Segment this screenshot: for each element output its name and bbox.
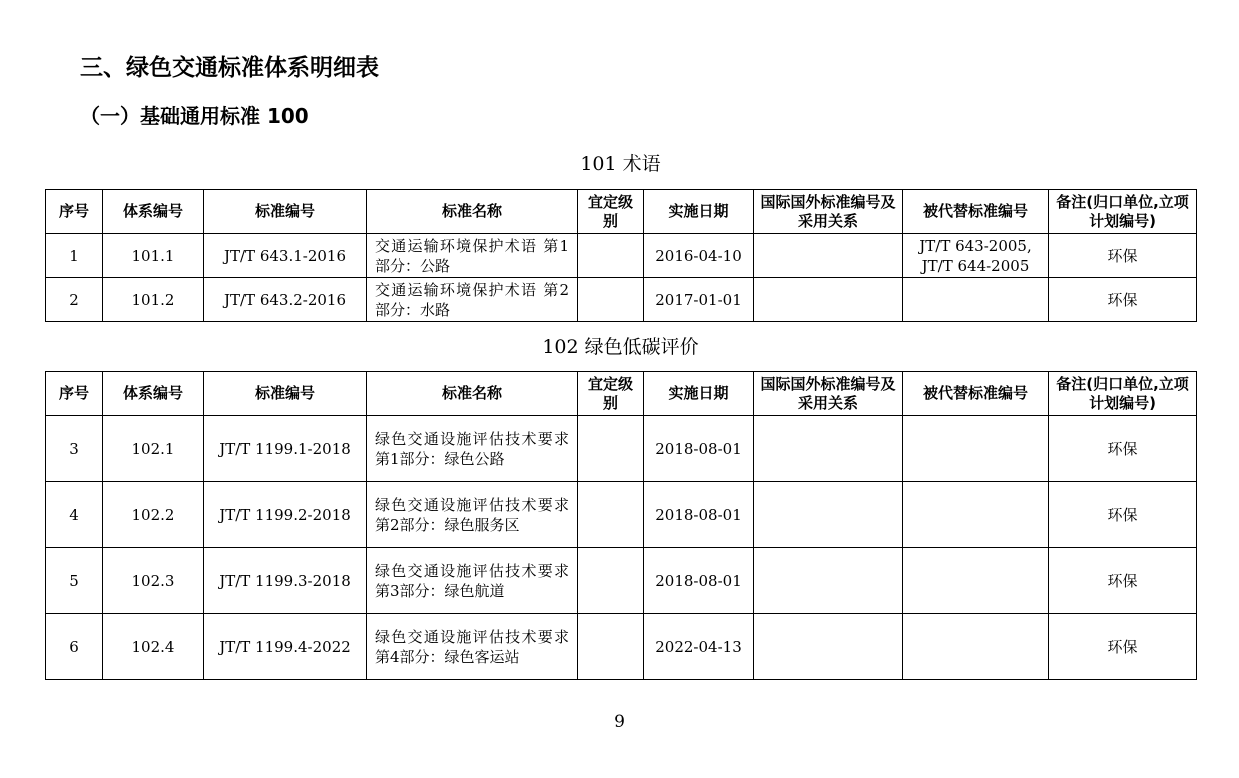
cell-note: 环保: [1049, 278, 1197, 322]
table-header-row: [46, 190, 1197, 234]
section-subheading: （一）基础通用标准 100: [80, 104, 309, 128]
cell-standard-no: JT/T 643.2-2016: [204, 278, 367, 322]
cell-standard-no: JT/T 643.1-2016: [204, 234, 367, 278]
col-header-standard-name: 标准名称: [367, 190, 578, 234]
page-number: 9: [614, 712, 625, 732]
col-header-date: 实施日期: [644, 190, 754, 234]
cell-intl: [754, 482, 903, 548]
cell-standard-no: JT/T 1199.2-2018: [204, 482, 367, 548]
cell-standard-name: 绿色交通设施评估技术要求 第4部分：绿色客运站: [367, 614, 578, 680]
cell-intl: [754, 234, 903, 278]
col-header-standard-no: 标准编号: [204, 372, 367, 416]
table-row: [46, 416, 1197, 482]
col-header-intl: 国际国外标准编号及采用关系: [754, 372, 903, 416]
standards-table-102: [45, 371, 1197, 680]
cell-note: 环保: [1049, 482, 1197, 548]
cell-seq: 3: [46, 416, 103, 482]
cell-date: 2017-01-01: [644, 278, 754, 322]
cell-seq: 4: [46, 482, 103, 548]
cell-replaced: [903, 482, 1049, 548]
table-row: [46, 614, 1197, 680]
col-header-date: 实施日期: [644, 372, 754, 416]
cell-standard-name: 绿色交通设施评估技术要求 第3部分：绿色航道: [367, 548, 578, 614]
cell-intl: [754, 416, 903, 482]
table-header-row: [46, 372, 1197, 416]
cell-level: [578, 234, 644, 278]
cell-intl: [754, 278, 903, 322]
cell-date: 2018-08-01: [644, 416, 754, 482]
cell-replaced: [903, 548, 1049, 614]
table-caption-101: 101 术语: [580, 153, 661, 175]
cell-level: [578, 614, 644, 680]
col-header-seq: 序号: [46, 190, 103, 234]
col-header-replaced: 被代替标准编号: [903, 190, 1049, 234]
cell-level: [578, 482, 644, 548]
page-heading: 三、绿色交通标准体系明细表: [80, 55, 379, 81]
cell-standard-name: 交通运输环境保护术语 第1部分：公路: [367, 234, 578, 278]
cell-replaced: [903, 614, 1049, 680]
table-row: [46, 234, 1197, 278]
cell-system-no: 102.4: [103, 614, 204, 680]
col-header-replaced: 被代替标准编号: [903, 372, 1049, 416]
table-row: [46, 482, 1197, 548]
cell-system-no: 102.2: [103, 482, 204, 548]
table-row: [46, 278, 1197, 322]
cell-note: 环保: [1049, 416, 1197, 482]
col-header-level: 宜定级别: [578, 190, 644, 234]
col-header-seq: 序号: [46, 372, 103, 416]
cell-system-no: 102.3: [103, 548, 204, 614]
col-header-intl: 国际国外标准编号及采用关系: [754, 190, 903, 234]
col-header-standard-no: 标准编号: [204, 190, 367, 234]
cell-date: 2016-04-10: [644, 234, 754, 278]
cell-date: 2018-08-01: [644, 482, 754, 548]
cell-system-no: 102.1: [103, 416, 204, 482]
cell-system-no: 101.2: [103, 278, 204, 322]
col-header-system-no: 体系编号: [103, 372, 204, 416]
col-header-system-no: 体系编号: [103, 190, 204, 234]
col-header-standard-name: 标准名称: [367, 372, 578, 416]
cell-seq: 1: [46, 234, 103, 278]
standards-table-101: [45, 189, 1197, 322]
cell-level: [578, 278, 644, 322]
cell-date: 2018-08-01: [644, 548, 754, 614]
col-header-level: 宜定级别: [578, 372, 644, 416]
cell-note: 环保: [1049, 234, 1197, 278]
cell-standard-name: 绿色交通设施评估技术要求 第2部分：绿色服务区: [367, 482, 578, 548]
table-row: [46, 548, 1197, 614]
cell-note: 环保: [1049, 548, 1197, 614]
cell-intl: [754, 548, 903, 614]
cell-intl: [754, 614, 903, 680]
cell-level: [578, 548, 644, 614]
cell-level: [578, 416, 644, 482]
cell-date: 2022-04-13: [644, 614, 754, 680]
cell-replaced: [903, 416, 1049, 482]
cell-system-no: 101.1: [103, 234, 204, 278]
col-header-note: 备注(归口单位,立项计划编号): [1049, 372, 1197, 416]
cell-note: 环保: [1049, 614, 1197, 680]
cell-seq: 5: [46, 548, 103, 614]
cell-standard-no: JT/T 1199.4-2022: [204, 614, 367, 680]
cell-standard-no: JT/T 1199.3-2018: [204, 548, 367, 614]
cell-standard-name: 绿色交通设施评估技术要求 第1部分：绿色公路: [367, 416, 578, 482]
cell-seq: 2: [46, 278, 103, 322]
cell-standard-name: 交通运输环境保护术语 第2部分：水路: [367, 278, 578, 322]
cell-standard-no: JT/T 1199.1-2018: [204, 416, 367, 482]
table-caption-102: 102 绿色低碳评价: [542, 336, 699, 358]
col-header-note: 备注(归口单位,立项计划编号): [1049, 190, 1197, 234]
cell-seq: 6: [46, 614, 103, 680]
cell-replaced: JT/T 643-2005, JT/T 644-2005: [903, 234, 1049, 278]
cell-replaced: [903, 278, 1049, 322]
